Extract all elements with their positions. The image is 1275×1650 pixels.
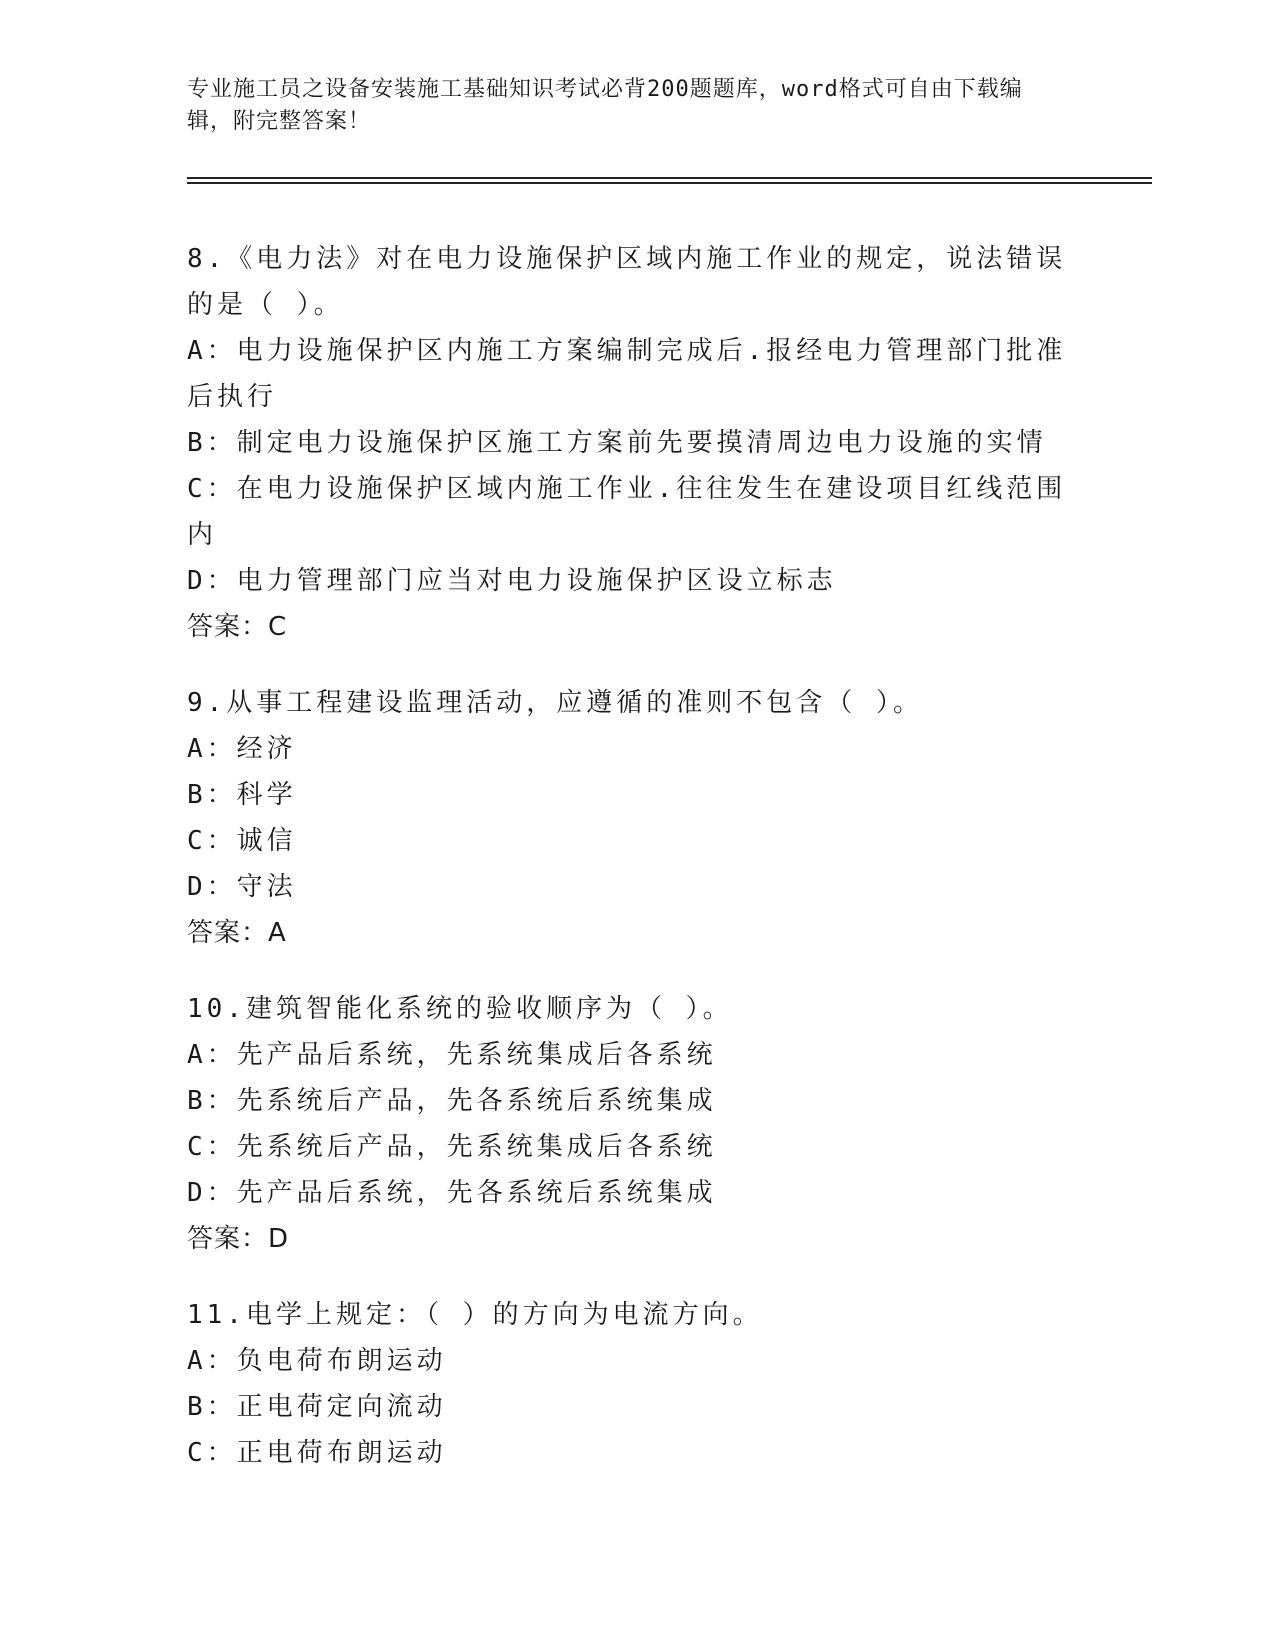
option-c: C：在电力设施保护区域内施工作业.往往发生在建设项目红线范围内 <box>187 474 1067 550</box>
question-stem: 10.建筑智能化系统的验收顺序为（ ）。 <box>187 994 733 1024</box>
option-b: B：制定电力设施保护区施工方案前先要摸清周边电力设施的实情 <box>187 428 1047 458</box>
option-b: B：先系统后产品，先各系统后系统集成 <box>187 1086 717 1116</box>
answer: 答案：A <box>187 918 287 948</box>
option-b: B：科学 <box>187 780 297 810</box>
option-a: A：电力设施保护区内施工方案编制完成后.报经电力管理部门批准后执行 <box>187 336 1067 412</box>
question-8 <box>187 236 1067 650</box>
option-d: D：先产品后系统，先各系统后系统集成 <box>187 1178 717 1208</box>
option-d: D：电力管理部门应当对电力设施保护区设立标志 <box>187 566 837 596</box>
option-a: A：经济 <box>187 734 297 764</box>
option-c: C：正电荷布朗运动 <box>187 1438 447 1468</box>
option-b: B：正电荷定向流动 <box>187 1392 447 1422</box>
question-10 <box>187 986 1067 1262</box>
answer: 答案：D <box>187 1224 290 1254</box>
question-stem: 11.电学上规定：（ ）的方向为电流方向。 <box>187 1300 763 1330</box>
header-divider-top <box>187 177 1152 179</box>
option-a: A：先产品后系统，先系统集成后各系统 <box>187 1040 717 1070</box>
header-divider-bottom <box>187 182 1152 184</box>
question-11 <box>187 1292 1067 1476</box>
answer: 答案：C <box>187 612 288 642</box>
question-list <box>187 236 1067 1506</box>
option-c: C：诚信 <box>187 826 297 856</box>
question-stem: 8.《电力法》对在电力设施保护区域内施工作业的规定，说法错误的是（ ）。 <box>187 244 1067 320</box>
question-9 <box>187 680 1067 956</box>
option-c: C：先系统后产品，先系统集成后各系统 <box>187 1132 717 1162</box>
option-d: D：守法 <box>187 872 297 902</box>
option-a: A：负电荷布朗运动 <box>187 1346 447 1376</box>
question-stem: 9.从事工程建设监理活动，应遵循的准则不包含（ ）。 <box>187 688 923 718</box>
document-header: 专业施工员之设备安装施工基础知识考试必背200题题库，word格式可自由下载编辑，附完整答案！ <box>187 77 1023 134</box>
